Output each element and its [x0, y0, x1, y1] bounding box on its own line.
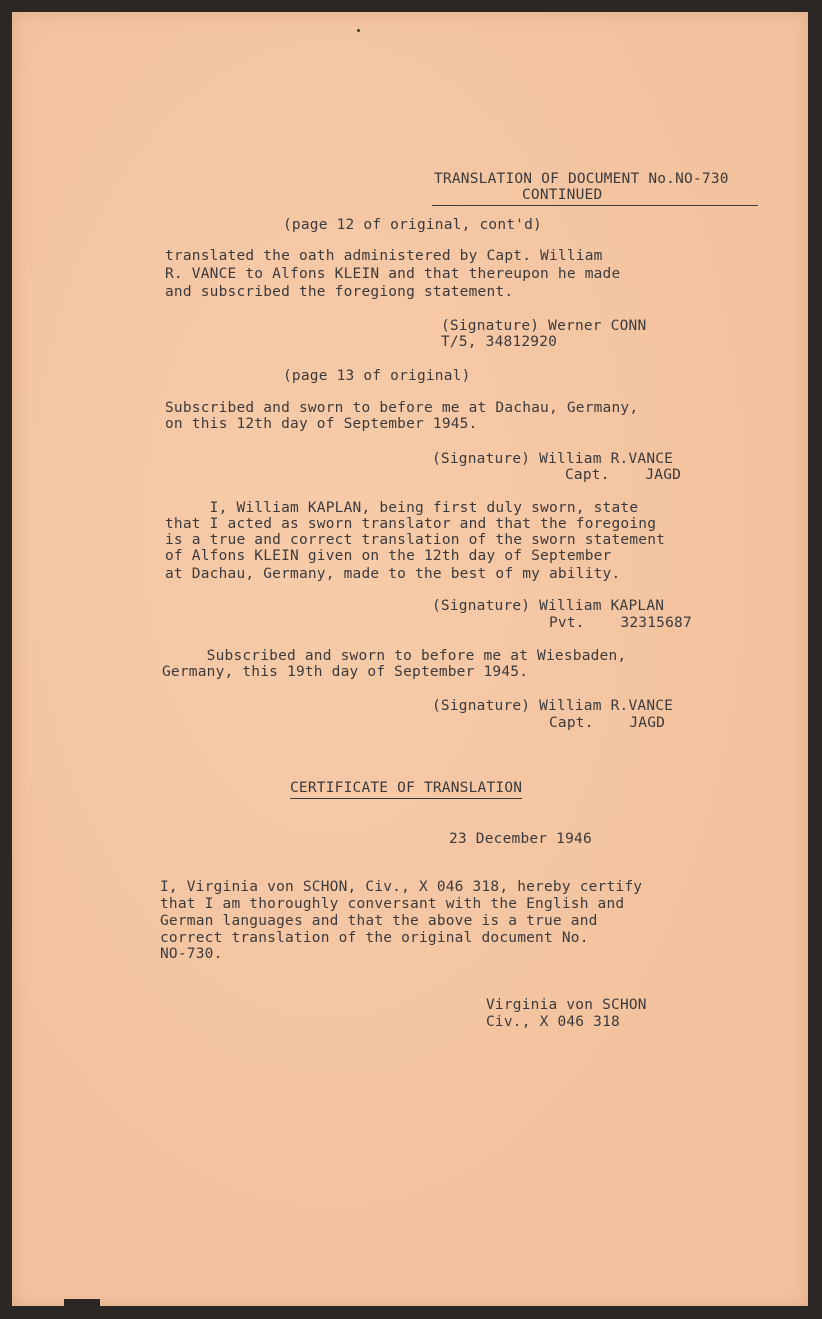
conn-rank-serial: T/5, 34812920 [441, 334, 558, 350]
document-header-continued: CONTINUED [522, 187, 603, 203]
certificate-title: CERTIFICATE OF TRANSLATION [290, 781, 522, 799]
kaplan-rank-serial: Pvt. 32315687 [549, 615, 692, 631]
wiesbaden-oath-line-2: Germany, this 19th day of September 1945. [162, 664, 529, 680]
certificate-date: 23 December 1946 [449, 831, 592, 847]
vance-signature-line-1: (Signature) William R.VANCE [432, 451, 674, 467]
kaplan-paragraph-line-1: I, William KAPLAN, being first duly sworn, state [165, 500, 639, 516]
certificate-line-1: I, Virginia von SCHON, Civ., X 046 318, hereby certify [160, 879, 643, 895]
conn-signature-line: (Signature) Werner CONN [441, 318, 647, 334]
vance-signature-line-2: (Signature) William R.VANCE [432, 698, 674, 714]
dachau-oath-line-2: on this 12th day of September 1945. [165, 416, 478, 432]
document-page [12, 12, 808, 1306]
certificate-line-5: NO-730. [160, 946, 223, 962]
translator-name: Virginia von SCHON [486, 997, 647, 1013]
dachau-oath-line-1: Subscribed and sworn to before me at Dachau, Germany, [165, 400, 639, 416]
kaplan-paragraph-line-3: is a true and correct translation of the sworn statement [165, 532, 666, 548]
certificate-line-3: German languages and that the above is a true and [160, 913, 598, 929]
header-underline [432, 205, 758, 206]
kaplan-paragraph-line-2: that I acted as sworn translator and that the foregoing [165, 516, 657, 532]
kaplan-paragraph-line-5: at Dachau, Germany, made to the best of my ability. [165, 566, 621, 582]
oath-paragraph-line-2: R. VANCE to Alfons KLEIN and that thereupon he made [165, 266, 621, 282]
vance-rank-line-1: Capt. JAGD [565, 467, 682, 483]
oath-paragraph-line-1: translated the oath administered by Capt. William [165, 248, 603, 264]
wiesbaden-oath-line-1: Subscribed and sworn to before me at Wiesbaden, [162, 648, 627, 664]
document-header-title: TRANSLATION OF DOCUMENT No.NO-730 [434, 171, 729, 187]
page-note-12: (page 12 of original, cont'd) [283, 217, 542, 233]
oath-paragraph-line-3: and subscribed the foregiong statement. [165, 284, 514, 300]
certificate-line-2: that I am thoroughly conversant with the English and [160, 896, 625, 912]
vance-rank-line-2: Capt. JAGD [549, 715, 666, 731]
paper-edge-nick [64, 1299, 100, 1306]
paper-speck [357, 29, 360, 32]
certificate-line-4: correct translation of the original document No. [160, 930, 589, 946]
translator-status: Civ., X 046 318 [486, 1014, 620, 1030]
kaplan-paragraph-line-4: of Alfons KLEIN given on the 12th day of September [165, 548, 612, 564]
page-note-13: (page 13 of original) [283, 368, 471, 384]
kaplan-signature-line: (Signature) William KAPLAN [432, 598, 665, 614]
